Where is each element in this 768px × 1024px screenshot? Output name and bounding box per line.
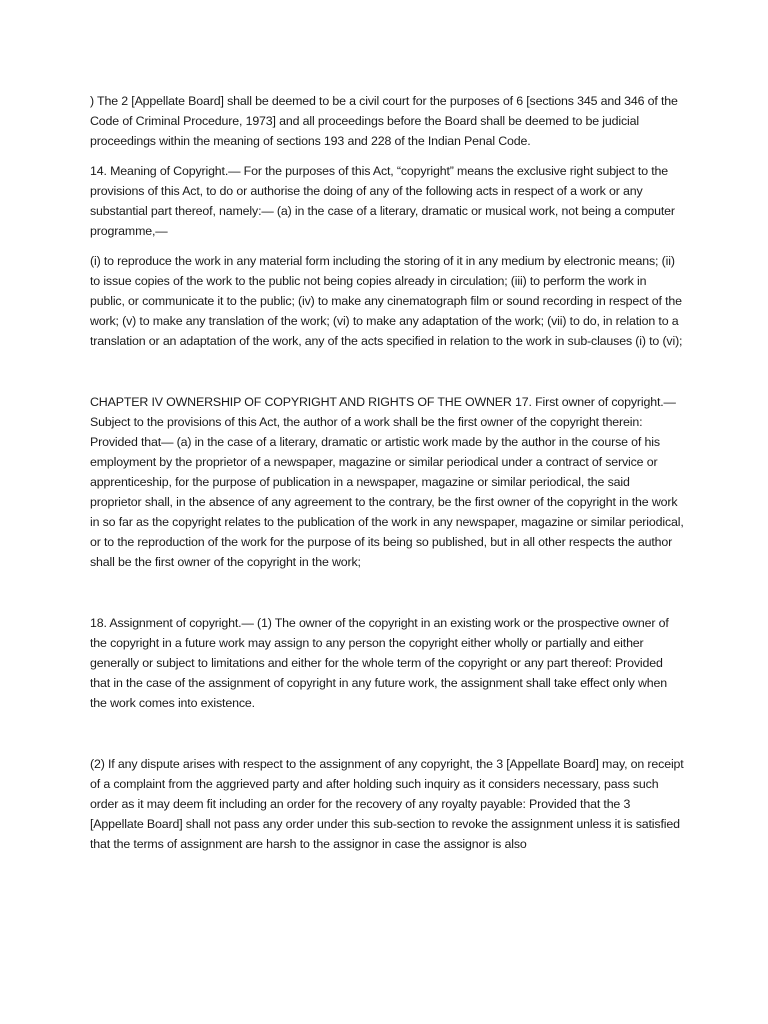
paragraph-spacer — [90, 572, 684, 613]
paragraph-spacer — [90, 151, 684, 161]
paragraph-assignment-of-copyright: 18. Assignment of copyright.— (1) The owner of the copyright in an existing work or the prospective owner of the copyright in a future work may assign to any person the copyright either wholly or partially and either generally or subject to limitations and either for the whole term of the copyright or any part thereof: Provided that in the case of the assignment of copyright in any future work, the assignment shall take effect only when the work comes into existence. — [90, 616, 669, 710]
paragraph-spacer — [90, 241, 684, 251]
paragraph-spacer — [90, 351, 684, 392]
paragraph-appellate-board-civil-court: ) The 2 [Appellate Board] shall be deemed to be a civil court for the purposes of 6 [sections 345 and 346 of the Code of Criminal Procedure, 1973] and all proceedings before the Board shall be deemed to be judicial proceedings within the meaning of sections 193 and 228 of the Indian Penal Code. — [90, 94, 678, 148]
paragraph-spacer — [90, 713, 684, 754]
paragraph-chapter-iv-first-owner: CHAPTER IV OWNERSHIP OF COPYRIGHT AND RIGHTS OF THE OWNER 17. First owner of copyright.— Subject to the provisions of this Act, the author of a work shall be the first owner of the copyright therein: Provided that— (a) in the case of a literary, dramatic or artistic work made by the author in the course of his employment by the proprietor of a newspaper, magazine or similar periodical under a contract of service or apprenticeship, for the purpose of publication in a newspaper, magazine or similar periodical, the said proprietor shall, in the absence of any agreement to the contrary, be the first owner of the copyright in the work in so far as the copyright relates to the publication of the work in any newspaper, magazine or similar periodical, or to the reproduction of the work for the purpose of its being so published, but in all other respects the author shall be the first owner of the copyright in the work; — [90, 395, 684, 569]
paragraph-meaning-of-copyright: 14. Meaning of Copyright.— For the purposes of this Act, “copyright” means the exclusive right subject to the provisions of this Act, to do or authorise the doing of any of the following acts in respect of a work or any substantial part thereof, namely:— (a) in the case of a literary, dramatic or musical work, not being a computer programme,— — [90, 164, 675, 238]
document-page — [90, 91, 684, 854]
paragraph-rights-list: (i) to reproduce the work in any material form including the storing of it in any medium by electronic means; (ii) to issue copies of the work to the public not being copies already in circulation; (iii) to perform the work in public, or communicate it to the public; (iv) to make any cinematograph film or sound recording in respect of the work; (v) to make any translation of the work; (vi) to make any adaptation of the work; (vii) to do, in relation to a translation or an adaptation of the work, any of the acts specified in relation to the work in sub-clauses (i) to (vi); — [90, 254, 683, 348]
paragraph-assignment-dispute: (2) If any dispute arises with respect to the assignment of any copyright, the 3 [Appellate Board] may, on receipt of a complaint from the aggrieved party and after holding such inquiry as it considers necessary, pass such order as it may deem fit including an order for the recovery of any royalty payable: Provided that the 3 [Appellate Board] shall not pass any order under this sub-section to revoke the assignment unless it is satisfied that the terms of assignment are harsh to the assignor in case the assignor is also — [90, 757, 684, 851]
